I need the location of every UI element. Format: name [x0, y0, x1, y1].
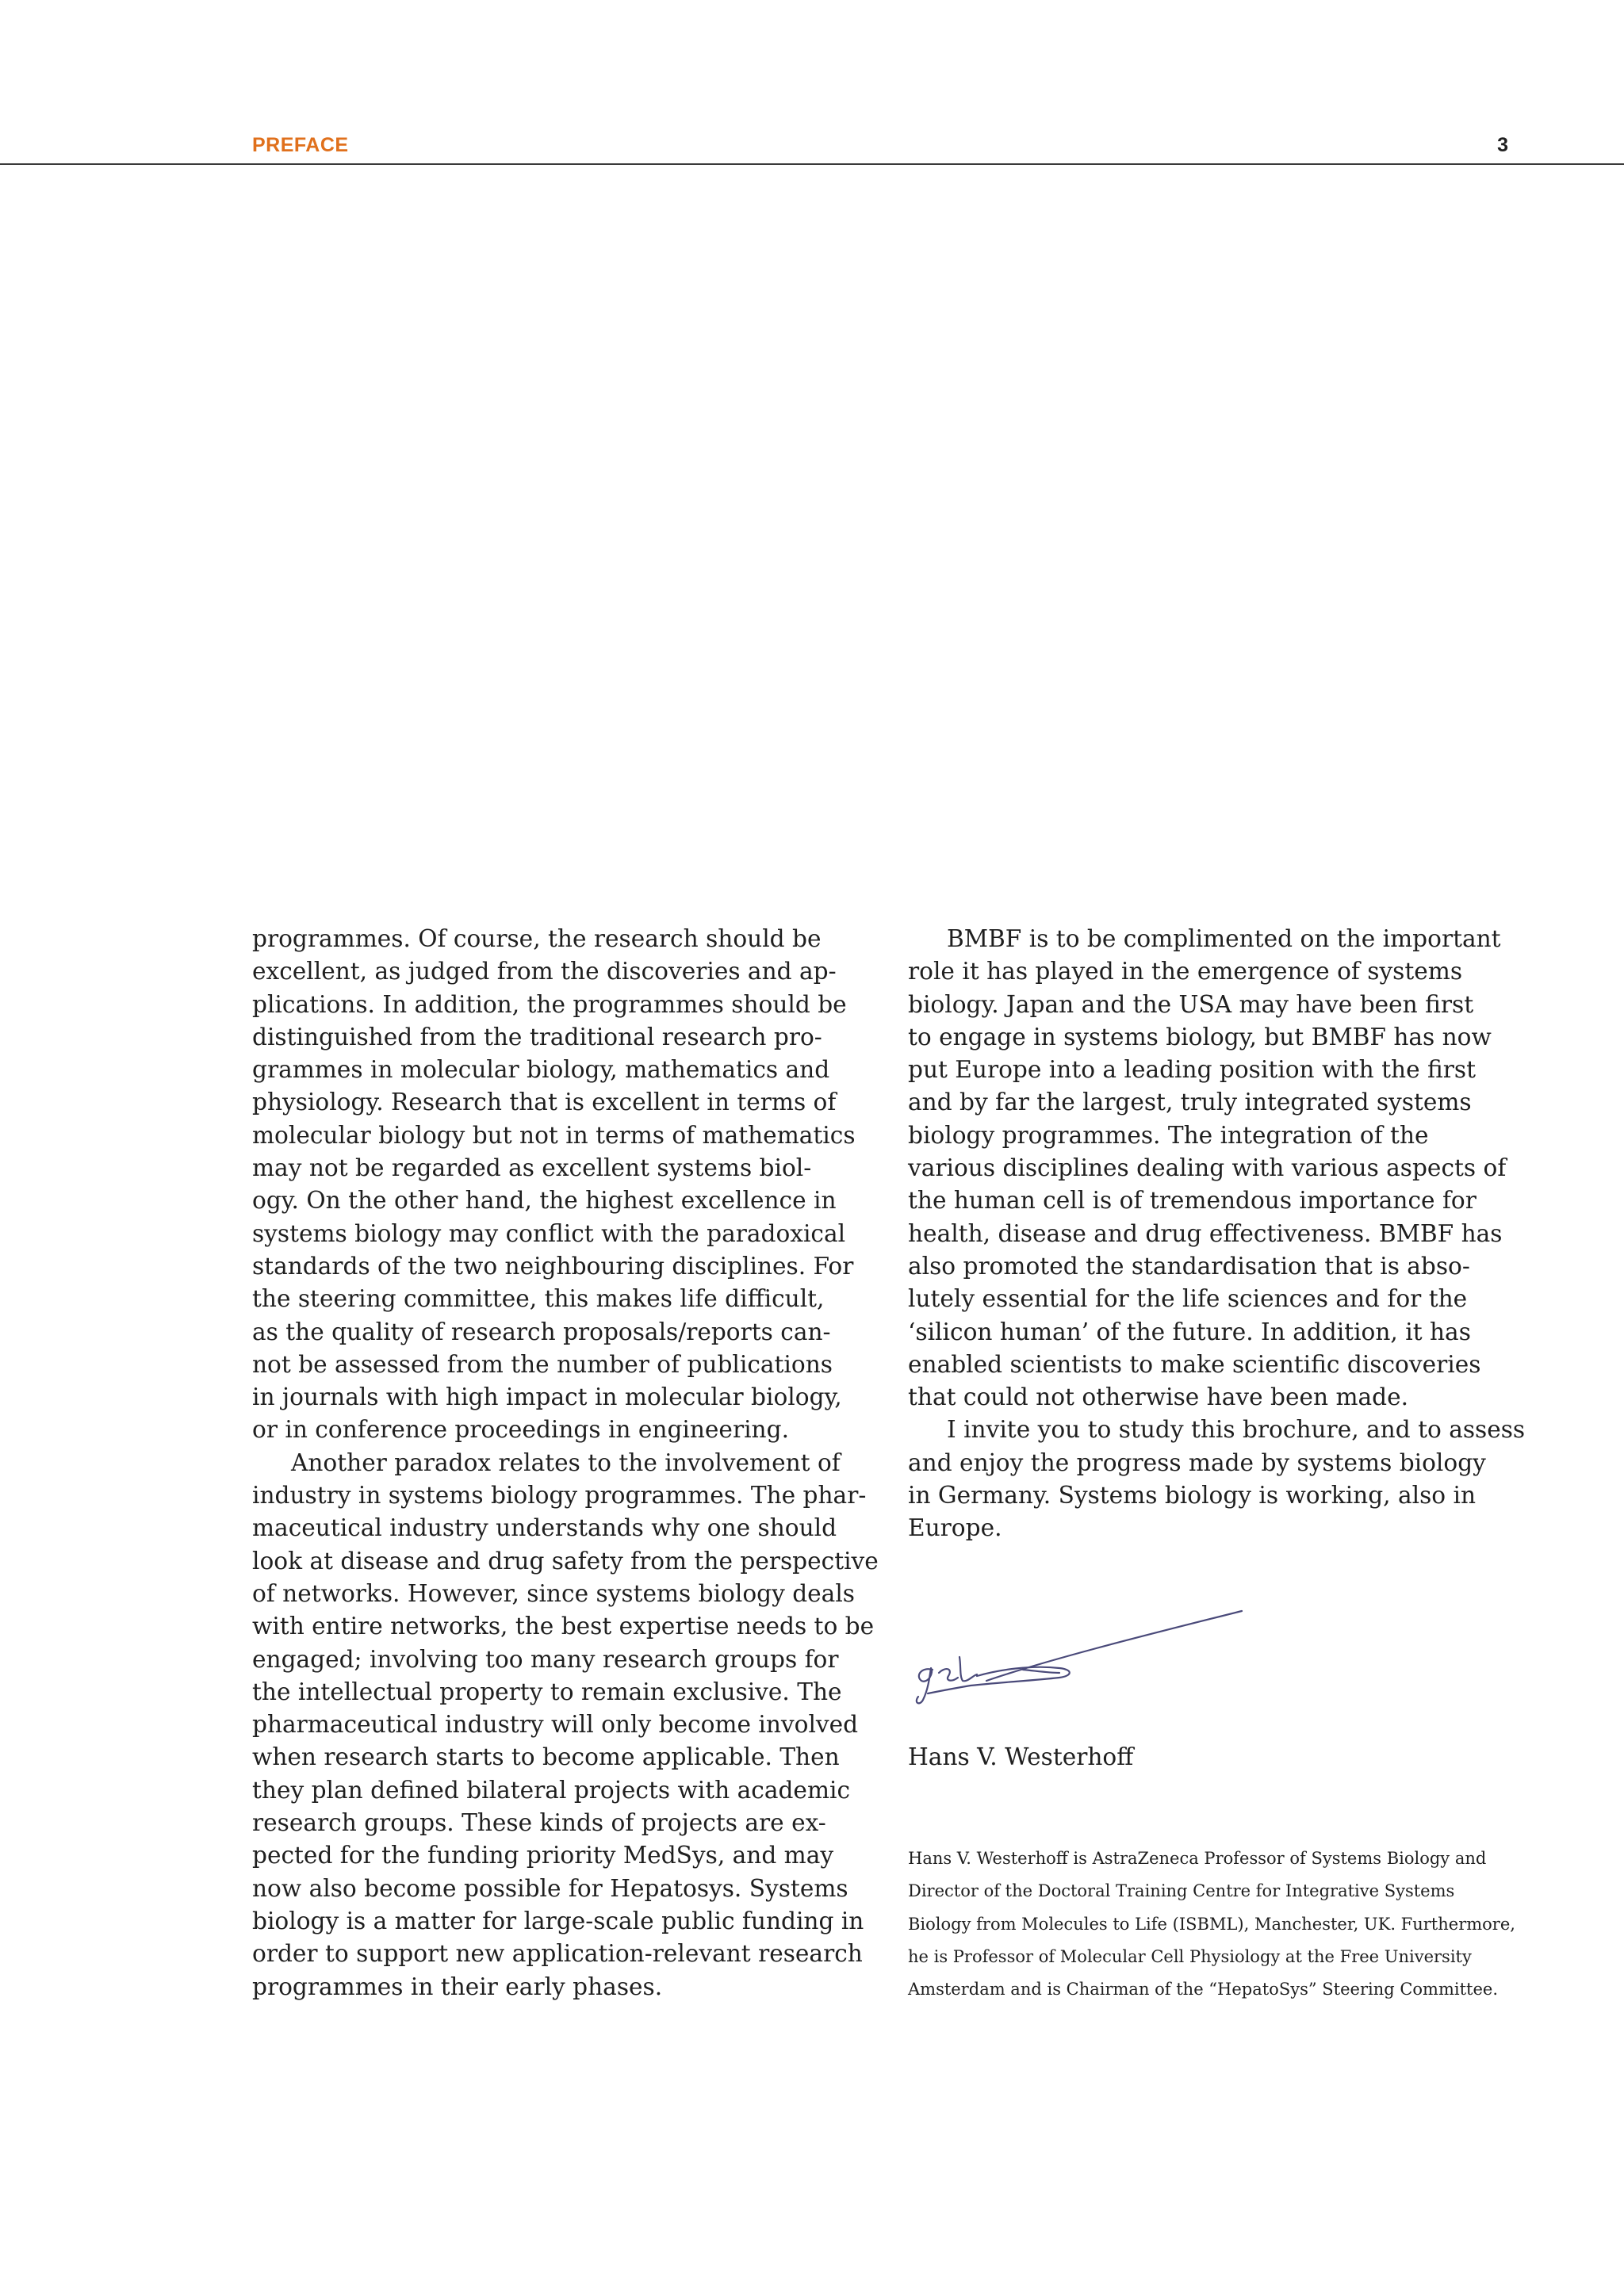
text-line: BMBF is to be complimented on the important — [947, 925, 1501, 952]
text-line: put Europe into a leading position with the first — [908, 1056, 1476, 1084]
bio-line: Hans V. Westerhoff is AstraZeneca Professor of Systems Biology and — [908, 1849, 1487, 1868]
text-line: in journals with high impact in molecular biology, — [252, 1383, 842, 1411]
text-line: excellent, as judged from the discoveries and ap- — [252, 958, 837, 985]
bio-line: he is Professor of Molecular Cell Physiology at the Free University — [908, 1946, 1472, 1966]
text-line: now also become possible for Hepatosys. Systems — [252, 1874, 848, 1902]
text-line: or in conference proceedings in engineering. — [252, 1416, 789, 1444]
text-line: ‘silicon human’ of the future. In addition, it has — [908, 1318, 1471, 1345]
text-line: that could not otherwise have been made. — [908, 1383, 1409, 1411]
author-bio — [908, 1843, 1526, 2006]
header-rule — [0, 163, 1624, 165]
text-line: I invite you to study this brochure, and to assess — [947, 1416, 1526, 1444]
text-line: programmes. Of course, the research should be — [252, 925, 822, 952]
text-line: programmes in their early phases. — [252, 1973, 663, 2000]
text-line: when research starts to become applicable. Then — [252, 1743, 840, 1771]
bio-line: Amsterdam and is Chairman of the “HepatoSys” Steering Committee. — [908, 1980, 1499, 1999]
text-line: Another paradox relates to the involvement of — [291, 1448, 841, 1476]
text-line: order to support new application-relevant research — [252, 1940, 863, 1968]
text-line: role it has played in the emergence of systems — [908, 958, 1463, 985]
text-line: may not be regarded as excellent systems biol- — [252, 1154, 812, 1182]
text-line: maceutical industry understands why one should — [252, 1514, 837, 1542]
section-label: PREFACE — [252, 134, 349, 156]
text-line: distinguished from the traditional research pro- — [252, 1023, 822, 1050]
text-line: as the quality of research proposals/reports can- — [252, 1318, 831, 1345]
text-line: biology programmes. The integration of the — [908, 1121, 1429, 1149]
text-line: various disciplines dealing with various aspects of — [908, 1154, 1507, 1182]
text-line: biology is a matter for large-scale public funding in — [252, 1907, 864, 1934]
text-line: ogy. On the other hand, the highest excellence in — [252, 1187, 837, 1215]
text-line: engaged; involving too many research groups for — [252, 1645, 839, 1673]
text-line: look at disease and drug safety from the perspective — [252, 1547, 879, 1575]
signer-name: Hans V. Westerhoff — [908, 1743, 1134, 1770]
text-line: biology. Japan and the USA may have been first — [908, 990, 1474, 1018]
text-line: pected for the funding priority MedSys, and may — [252, 1842, 834, 1869]
signature-image — [904, 1594, 1253, 1712]
text-line: of networks. However, since systems biology deals — [252, 1579, 855, 1607]
text-line: molecular biology but not in terms of mathematics — [252, 1121, 856, 1149]
text-line: and by far the largest, truly integrated systems — [908, 1089, 1472, 1116]
text-line: with entire networks, the best expertise needs to be — [252, 1613, 875, 1640]
text-line: in Germany. Systems biology is working, also in — [908, 1482, 1477, 1510]
text-line: health, disease and drug effectiveness. BMBF has — [908, 1219, 1503, 1247]
text-line: also promoted the standardisation that is abso- — [908, 1252, 1470, 1280]
text-line: systems biology may conflict with the paradoxical — [252, 1219, 846, 1247]
text-line: grammes in molecular biology, mathematics and — [252, 1056, 830, 1084]
text-line: not be assessed from the number of publications — [252, 1350, 833, 1378]
text-line: the steering committee, this makes life difficult, — [252, 1285, 825, 1313]
text-line: to engage in systems biology, but BMBF has now — [908, 1023, 1492, 1050]
text-line: Europe. — [908, 1514, 1002, 1542]
text-line: standards of the two neighbouring disciplines. For — [252, 1252, 854, 1280]
bio-line: Biology from Molecules to Life (ISBML), Manchester, UK. Furthermore, — [908, 1914, 1515, 1934]
text-line: enabled scientists to make scientific discoveries — [908, 1350, 1481, 1378]
page-number: 3 — [1497, 134, 1508, 156]
text-line: research groups. These kinds of projects are ex- — [252, 1809, 826, 1837]
text-line: and enjoy the progress made by systems biology — [908, 1448, 1486, 1476]
text-line: pharmaceutical industry will only become involved — [252, 1711, 859, 1739]
left-column — [252, 923, 879, 2003]
page-header — [0, 0, 1624, 165]
text-line: industry in systems biology programmes. The phar- — [252, 1482, 867, 1510]
text-line: they plan defined bilateral projects with academic — [252, 1776, 851, 1804]
text-line: lutely essential for the life sciences and for the — [908, 1285, 1468, 1313]
text-line: physiology. Research that is excellent in terms of — [252, 1089, 837, 1116]
text-line: the human cell is of tremendous importance for — [908, 1187, 1477, 1215]
text-line: plications. In addition, the programmes should be — [252, 990, 847, 1018]
right-column — [908, 923, 1526, 1545]
bio-line: Director of the Doctoral Training Centre for Integrative Systems — [908, 1881, 1455, 1901]
text-line: the intellectual property to remain exclusive. The — [252, 1678, 842, 1705]
